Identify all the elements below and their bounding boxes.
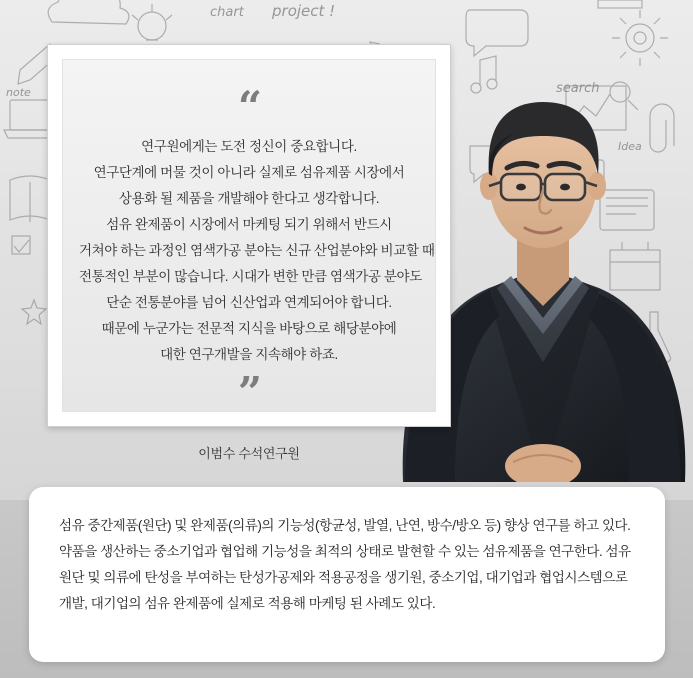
researcher-caption: 이범수 수석연구원 bbox=[198, 446, 300, 461]
svg-text:chart: chart bbox=[210, 5, 244, 20]
quote-line: 섬유 완제품이 시장에서 마케팅 되기 위해서 반드시 bbox=[106, 217, 392, 232]
quote-line: 전통적인 부분이 많습니다. 시대가 변한 만큼 염색가공 분야도 bbox=[79, 269, 422, 284]
quote-line: 연구단계에 머물 것이 아니라 실제로 섬유제품 시장에서 bbox=[93, 165, 405, 180]
quote-open-mark: “ bbox=[237, 82, 261, 131]
svg-text:note: note bbox=[6, 86, 31, 99]
quote-line: 상용화 될 제품을 개발해야 한다고 생각합니다. bbox=[118, 191, 380, 206]
quote-frame bbox=[47, 44, 451, 427]
description-text: 섬유 중간제품(원단) 및 완제품(의류)의 기능성(항균성, 발열, 난연, 방수/방오 등) 향상 연구를 하고 있다. 약품을 생산하는 중소기업과 협업해 기능성을 최적의 상태로 발현할 수 있는 섬유제품을 연구한다. 섬유 원단 및 의류에 탄성을 부여하는 탄성가공제와 적용공정을 생기원, 중소기업, 대기업과 협업시스템으로 개발, 대기업의 섬유 완제품에 실제로 적용해 마케팅 된 사례도 있다. bbox=[59, 518, 631, 611]
quote-inner-panel bbox=[62, 59, 436, 417]
quote-text bbox=[79, 134, 435, 368]
quote-close-mark: ” bbox=[237, 368, 261, 417]
quote-line: 단순 전통분야를 넘어 신산업과 연계되어야 합니다. bbox=[106, 295, 392, 310]
svg-text:search: search bbox=[556, 81, 600, 96]
description-panel bbox=[29, 487, 665, 662]
quote-line: 때문에 누군가는 전문적 지식을 바탕으로 해당분야에 bbox=[101, 321, 397, 336]
quote-line: 거쳐야 하는 과정인 염색가공 분야는 신규 산업분야와 비교할 때 bbox=[79, 243, 435, 258]
quote-line: 대한 연구개발을 지속해야 하죠. bbox=[160, 347, 338, 362]
svg-text:project !: project ! bbox=[272, 2, 336, 20]
svg-text:Idea: Idea bbox=[618, 140, 642, 153]
quote-line: 연구원에게는 도전 정신이 중요합니다. bbox=[141, 139, 357, 154]
